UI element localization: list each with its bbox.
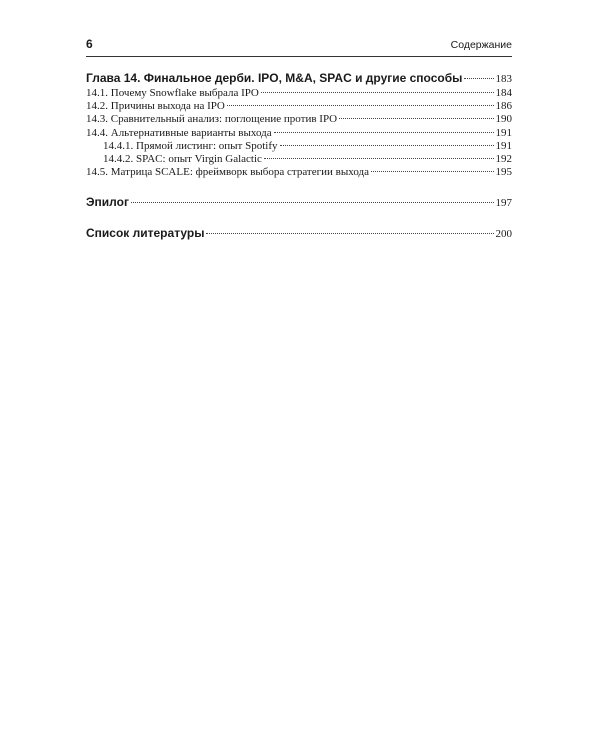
- toc-entry-page: 184: [495, 87, 512, 99]
- toc-entry-title: 14.4.2. SPAC: опыт Virgin Galactic: [103, 153, 262, 166]
- dot-leader: [464, 78, 493, 79]
- toc-section-14-2[interactable]: [86, 100, 512, 113]
- table-of-contents: [86, 70, 512, 242]
- toc-entry-page: 191: [495, 139, 512, 152]
- toc-entry-title: Список литературы: [86, 226, 205, 241]
- toc-entry-page: 186: [495, 100, 512, 113]
- dot-leader: [274, 132, 494, 133]
- toc-entry-page: 195: [495, 166, 512, 179]
- toc-entry-page: 183: [495, 73, 512, 85]
- dot-leader: [131, 202, 494, 203]
- dot-leader: [339, 118, 493, 119]
- toc-section-14-4-2[interactable]: [86, 153, 512, 166]
- toc-entry-page: 190: [495, 113, 512, 126]
- dot-leader: [280, 145, 494, 146]
- toc-entry-title: 14.2. Причины выхода на IPO: [86, 100, 225, 113]
- page-number: 6: [86, 37, 93, 51]
- toc-entry-title: 14.3. Сравнительный анализ: поглощение против IPO: [86, 113, 338, 126]
- dot-leader: [261, 92, 494, 93]
- toc-entry-page: 197: [495, 197, 512, 210]
- toc-entry-page: 200: [495, 228, 512, 241]
- toc-entry-title: Глава 14. Финальное дерби. IPO, M&A, SPAC и другие способы: [86, 71, 463, 85]
- toc-section-14-5[interactable]: [86, 166, 512, 179]
- toc-section-14-4[interactable]: [86, 127, 512, 140]
- toc-entry-title: Эпилог: [86, 195, 129, 210]
- toc-entry-page: 192: [495, 153, 512, 166]
- toc-epilog[interactable]: [86, 194, 512, 211]
- toc-literature[interactable]: [86, 225, 512, 242]
- dot-leader: [206, 233, 493, 234]
- toc-entry-page: 191: [495, 126, 512, 139]
- header-rule: [86, 56, 512, 57]
- spacer: [86, 211, 512, 225]
- dot-leader: [227, 105, 494, 106]
- toc-chapter-14[interactable]: [86, 70, 512, 87]
- toc-entry-title: 14.4.1. Прямой листинг: опыт Spotify: [103, 139, 278, 152]
- dot-leader: [264, 158, 494, 159]
- running-head: Содержание: [450, 39, 512, 51]
- dot-leader: [371, 171, 494, 172]
- toc-entry-title: 14.1. Почему Snowflake выбрала IPO: [86, 87, 259, 99]
- toc-entry-title: 14.5. Матрица SCALE: фреймворк выбора стратегии выхода: [86, 166, 369, 179]
- toc-section-14-3[interactable]: [86, 113, 512, 126]
- toc-section-14-4-1[interactable]: [86, 140, 512, 153]
- spacer: [86, 179, 512, 194]
- toc-section-14-1[interactable]: [86, 87, 512, 100]
- toc-entry-title: 14.4. Альтернативные варианты выхода: [86, 126, 272, 139]
